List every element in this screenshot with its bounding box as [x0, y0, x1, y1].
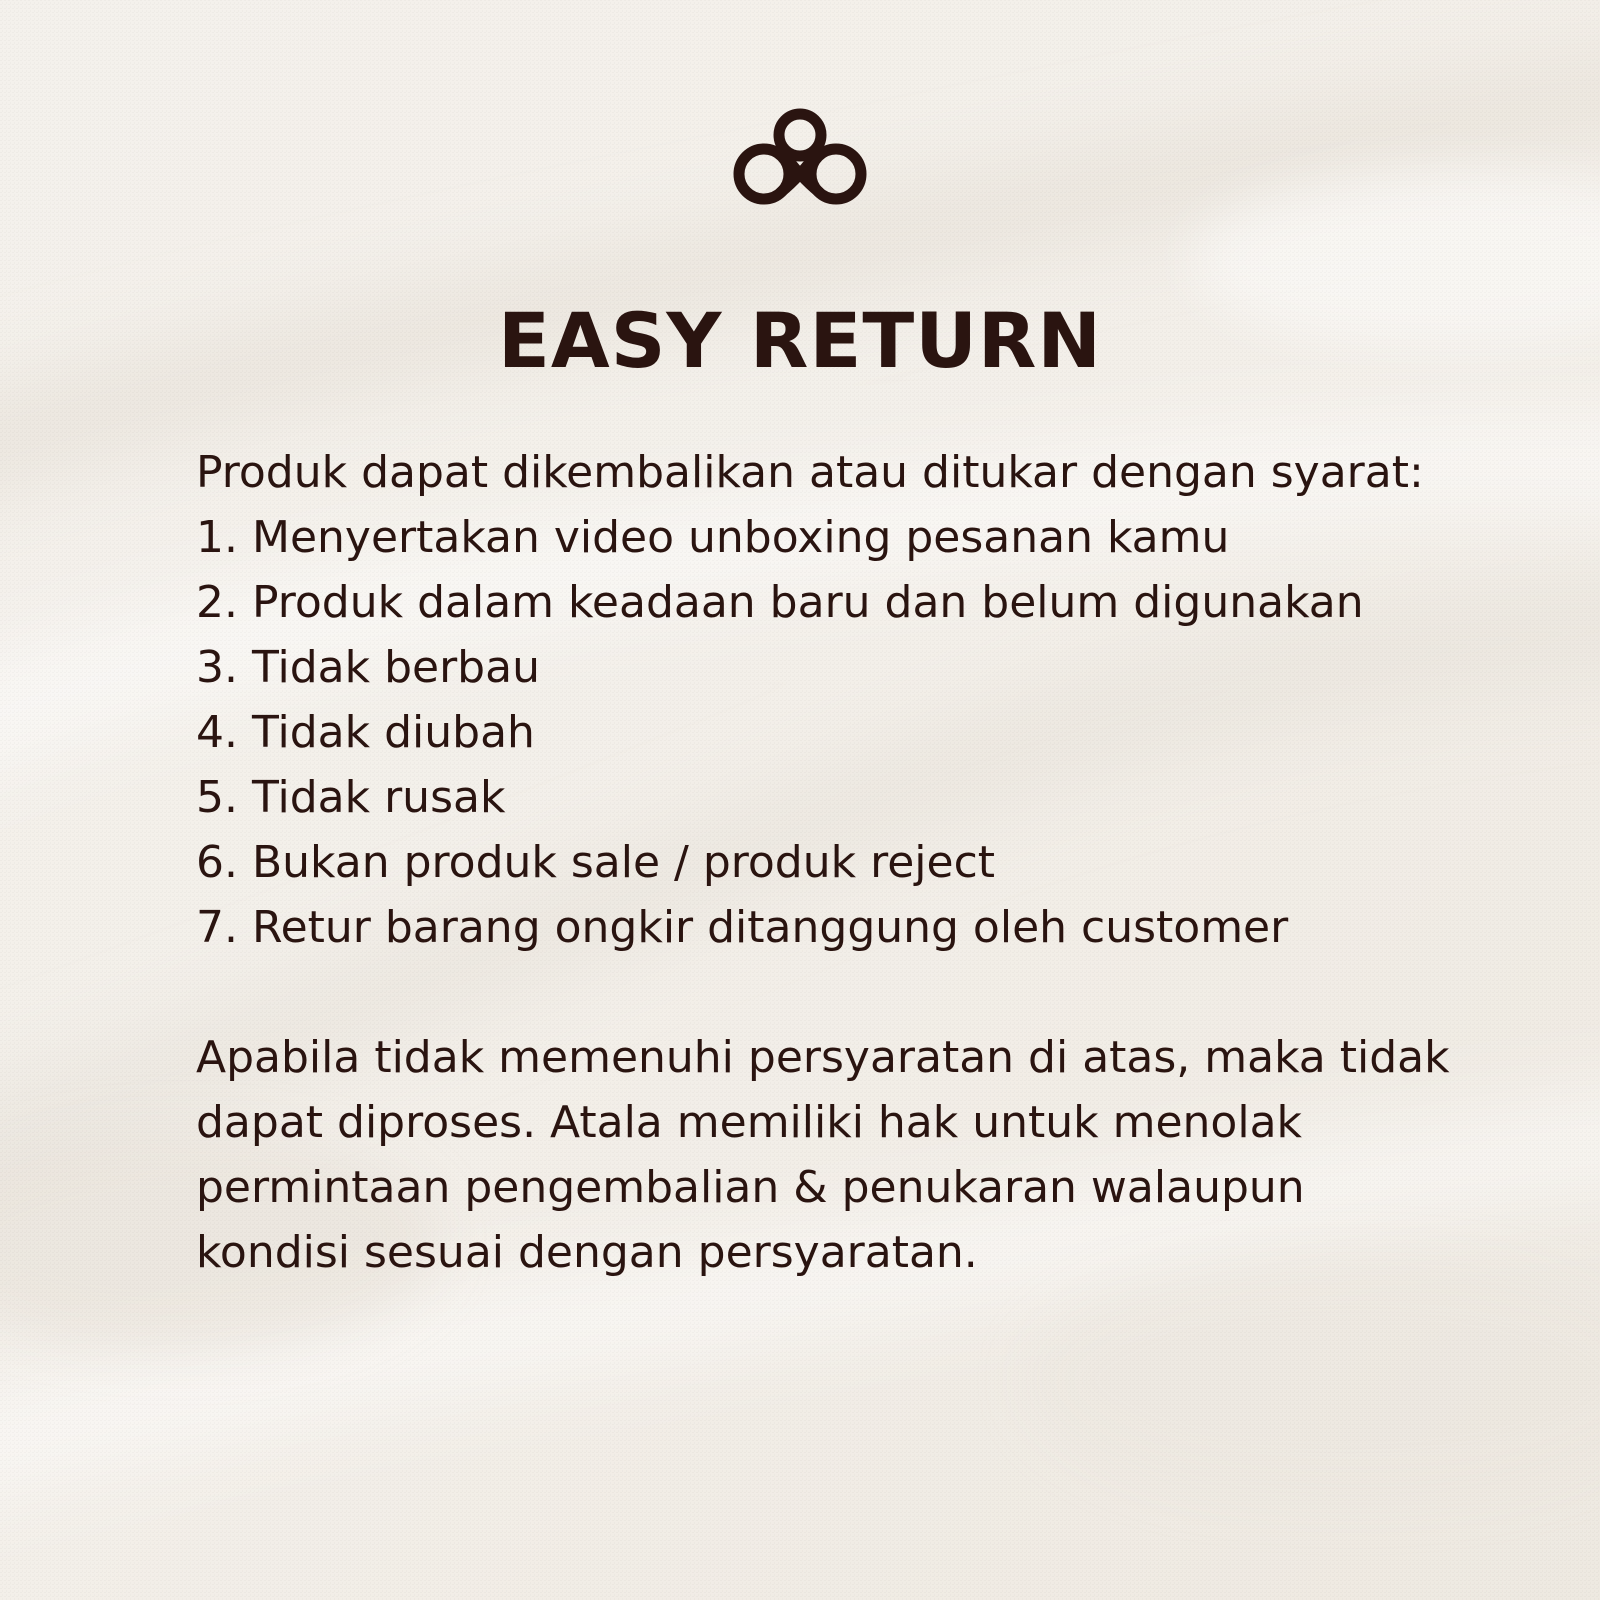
disclaimer-line: dapat diproses. Atala memiliki hak untuk menolak [196, 1097, 1303, 1148]
disclaimer-line: kondisi sesuai dengan persyaratan. [196, 1227, 978, 1278]
list-item: 5 . Tidak rusak [196, 765, 1446, 830]
requirements-list [196, 505, 1446, 960]
list-item: 3 . Tidak berbau [196, 635, 1446, 700]
return-policy-body [196, 440, 1450, 1285]
disclaimer-line: permintaan pengembalian & penukaran walaupun [196, 1162, 1305, 1213]
trefoil-loop-icon [733, 108, 867, 212]
list-item: 1 . Menyertakan video unboxing pesanan kamu [196, 505, 1446, 570]
disclaimer-paragraph [196, 1025, 1450, 1285]
list-item: 2 . Produk dalam keadaan baru dan belum digunakan [196, 570, 1446, 635]
list-item: 4 . Tidak diubah [196, 700, 1446, 765]
list-item: 7 . Retur barang ongkir ditanggung oleh customer [196, 895, 1446, 960]
disclaimer-line: Apabila tidak memenuhi persyaratan di atas, maka tidak [196, 1032, 1450, 1083]
intro-text: Produk dapat dikembalikan atau ditukar dengan syarat: [196, 447, 1424, 498]
page-title: EASY RETURN [497, 296, 1103, 385]
list-item: 6 . Bukan produk sale / produk reject [196, 830, 1446, 895]
